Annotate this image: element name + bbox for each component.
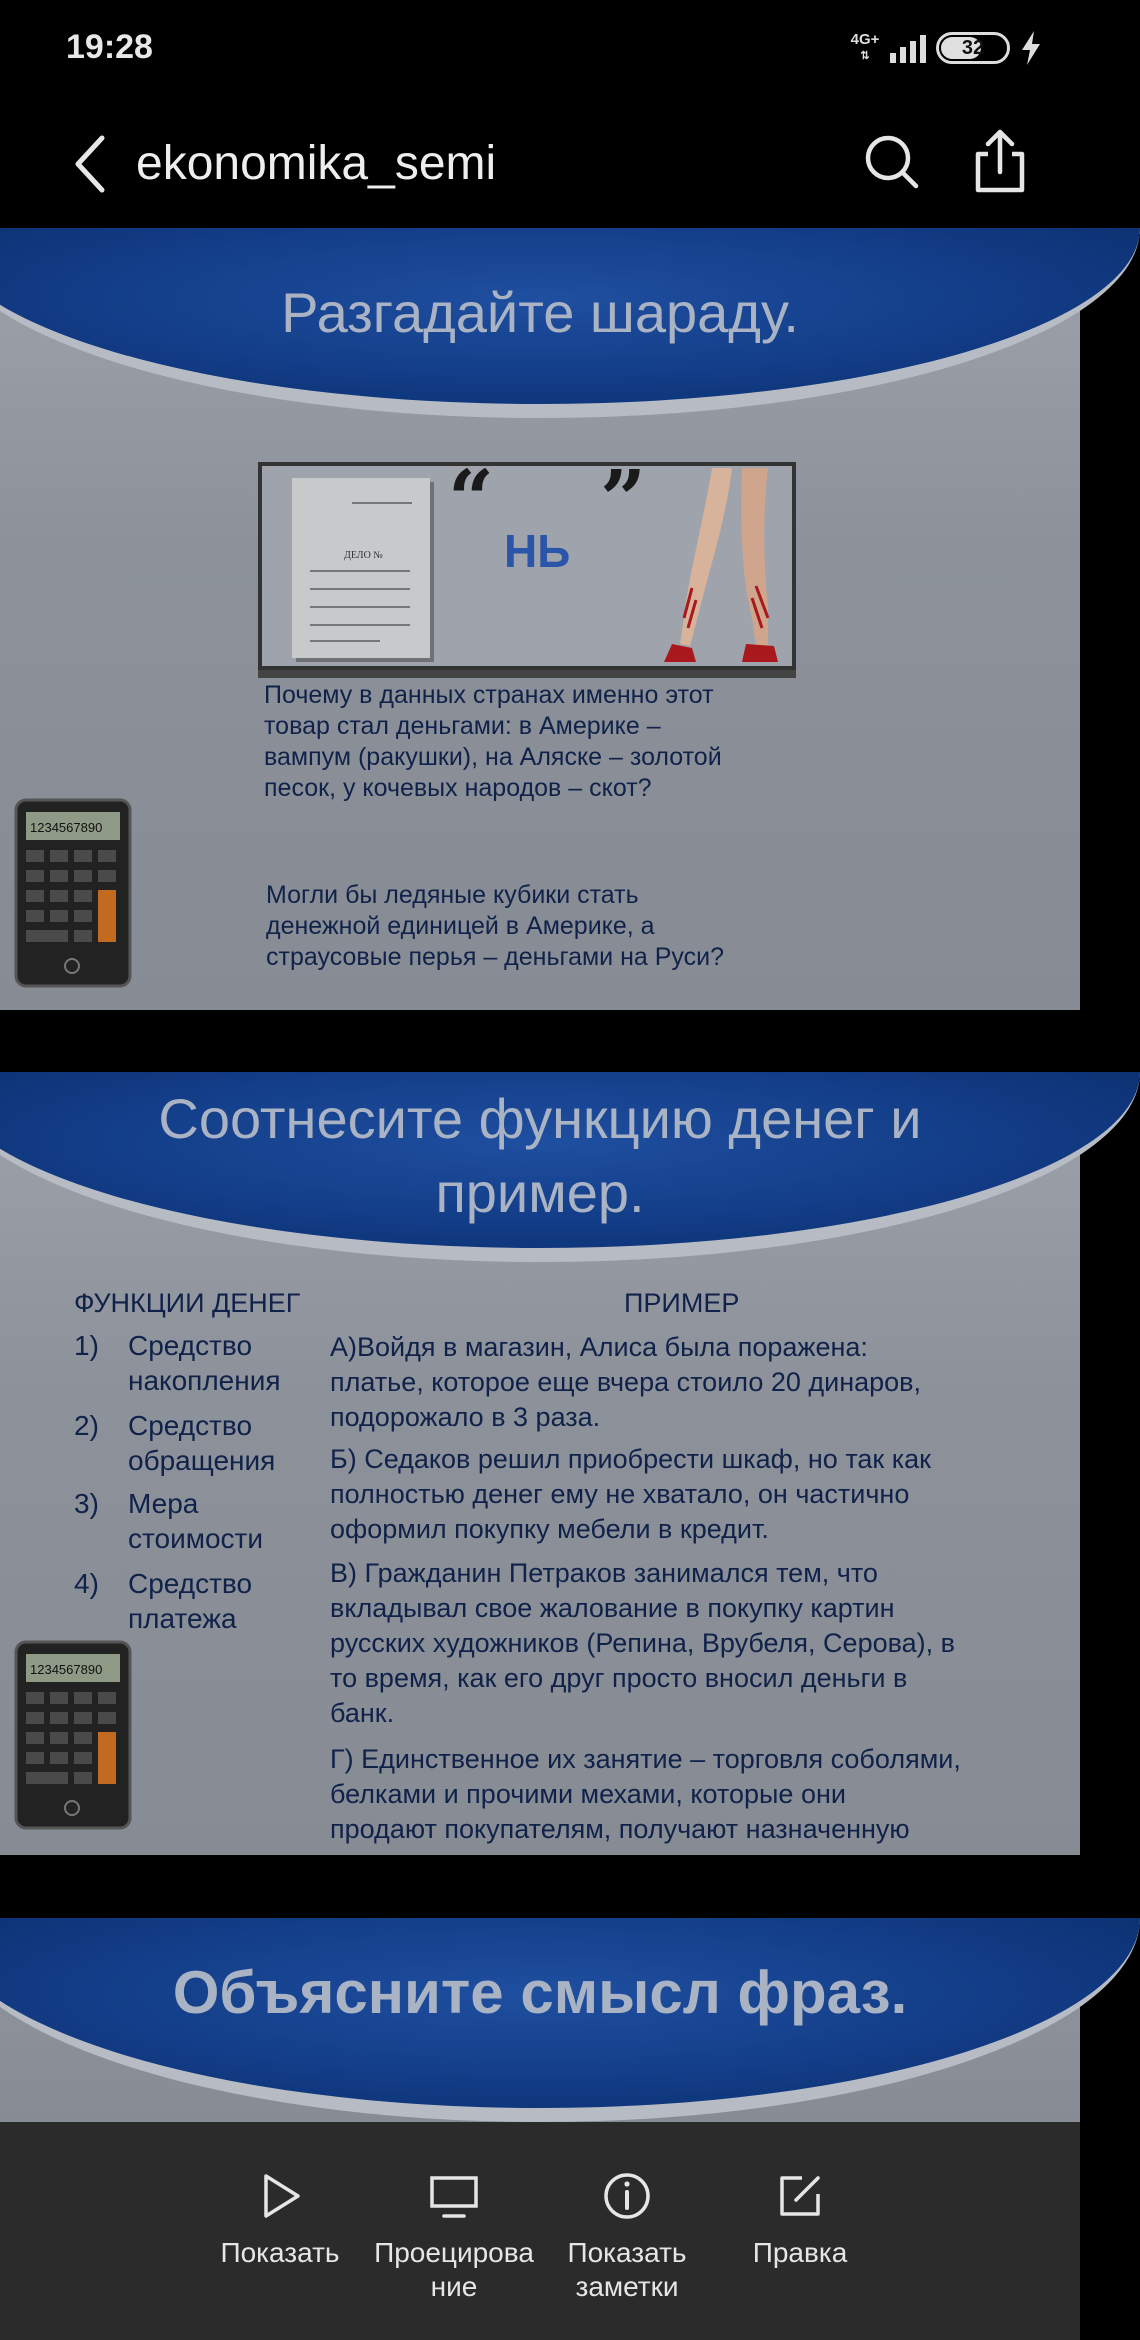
functions-header: ФУНКЦИИ ДЕНЕГ: [74, 1288, 301, 1318]
calc-display: 1234567890: [30, 820, 103, 835]
legs-image: [592, 468, 792, 664]
example-b: Б) Седаков решил приобрести шкаф, но так как полностью денег ему не хватало, он частично оформил покупку мебели в кредит.: [330, 1444, 931, 1544]
folder-label: ДЕЛО №: [344, 550, 383, 561]
riddle-letters: НЬ: [504, 525, 571, 577]
example-d: Г) Единственное их занятие – торговля соболями, белками и прочими мехами, которые они продают покупателям, получают назначенную: [330, 1744, 961, 1844]
info-icon: [599, 2168, 655, 2224]
slide-3[interactable]: [0, 1918, 1080, 2122]
network-type: 4G+ ⇅: [850, 31, 880, 62]
riddle-image: [258, 452, 796, 670]
bottom-toolbar: [0, 2122, 1080, 2340]
edit-icon: [772, 2168, 828, 2224]
calculator-image: [14, 798, 134, 988]
slide-gap: [0, 1010, 1080, 1072]
question-2: Могли бы ледяные кубики стать денежной единицей в Америке, а страусовые перья – деньгами на Руси?: [266, 881, 724, 971]
status-icons: [850, 26, 1042, 70]
monitor-icon: [426, 2168, 482, 2224]
play-icon: [252, 2168, 308, 2224]
slide-1[interactable]: [0, 228, 1080, 1010]
slide-2-title: Соотнесите функцию денег и пример.: [158, 1087, 922, 1224]
signal-icon: [890, 33, 926, 63]
close-quote: ”: [600, 452, 647, 546]
document-title: ekonomika_semi: [136, 137, 497, 190]
example-a: А)Войдя в магазин, Алиса была поражена: платье, которое еще вчера стоило 20 динаров, подорожало в 3 раза.: [330, 1332, 922, 1432]
slide-3-title: Объясните смысл фраз.: [172, 1959, 908, 2026]
top-app-bar: [0, 100, 1080, 228]
slide-gap: [0, 1855, 1080, 1918]
open-quote: “: [448, 452, 495, 546]
battery-icon: [936, 32, 1010, 64]
folder-image: [292, 478, 430, 658]
examples-header: ПРИМЕР: [624, 1288, 740, 1318]
charging-icon: [1020, 31, 1042, 65]
question-1: Почему в данных странах именно этот товар стал деньгами: в Америке – вампум (ракушки), на Аляске – золотой песок, у кочевых народов – скот?: [264, 681, 722, 802]
show-button[interactable]: Показать: [180, 2168, 380, 2270]
back-arrow-icon[interactable]: [56, 128, 128, 200]
projection-button[interactable]: Проецирова ние: [354, 2168, 554, 2304]
battery-level: 32: [961, 36, 985, 59]
example-c: В) Гражданин Петраков занимался тем, что вкладывал свое жалование в покупку картин русских художников (Репина, Врубеля, Серова), в то время, как его друг просто вносил деньги в банк.: [330, 1558, 955, 1728]
status-time: 19:28: [66, 28, 153, 66]
calc-display: 1234567890: [30, 1662, 103, 1677]
calculator-image: [14, 1640, 134, 1830]
share-icon[interactable]: [960, 122, 1040, 202]
slide-1-title: Разгадайте шараду.: [281, 281, 799, 344]
search-icon[interactable]: [852, 122, 932, 202]
show-notes-button[interactable]: Показать заметки: [527, 2168, 727, 2304]
edit-button[interactable]: Правка: [700, 2168, 900, 2270]
slide-2[interactable]: Соотнесите функцию денег и пример. ФУНКЦИИ ДЕНЕГ ПРИМЕР 1) Средство накопления 2) Средство обращения 3) Мера стоимости 4) Средство платежа А)Войдя в магазин, Алиса была поражена: платье, которое еще вчера стоило 20 динаров, подорожало в 3 раза. Б) Седаков решил приобрести шкаф, но так как полностью денег ему не хватало, он частично оформил покупку мебели в кредит. В) Гражданин Петраков занимался тем, что вкладывал свое жалование в покупку картин русских художников (Репина, Врубеля, Серова), в то время, как его друг просто вносил деньги в банк. Г) Единственное их занятие – торговля соболями, белками и прочими мехами, которые они продают покупателям, получают назначенную 1234567890: [0, 1072, 1080, 1855]
status-bar: [0, 0, 1080, 100]
